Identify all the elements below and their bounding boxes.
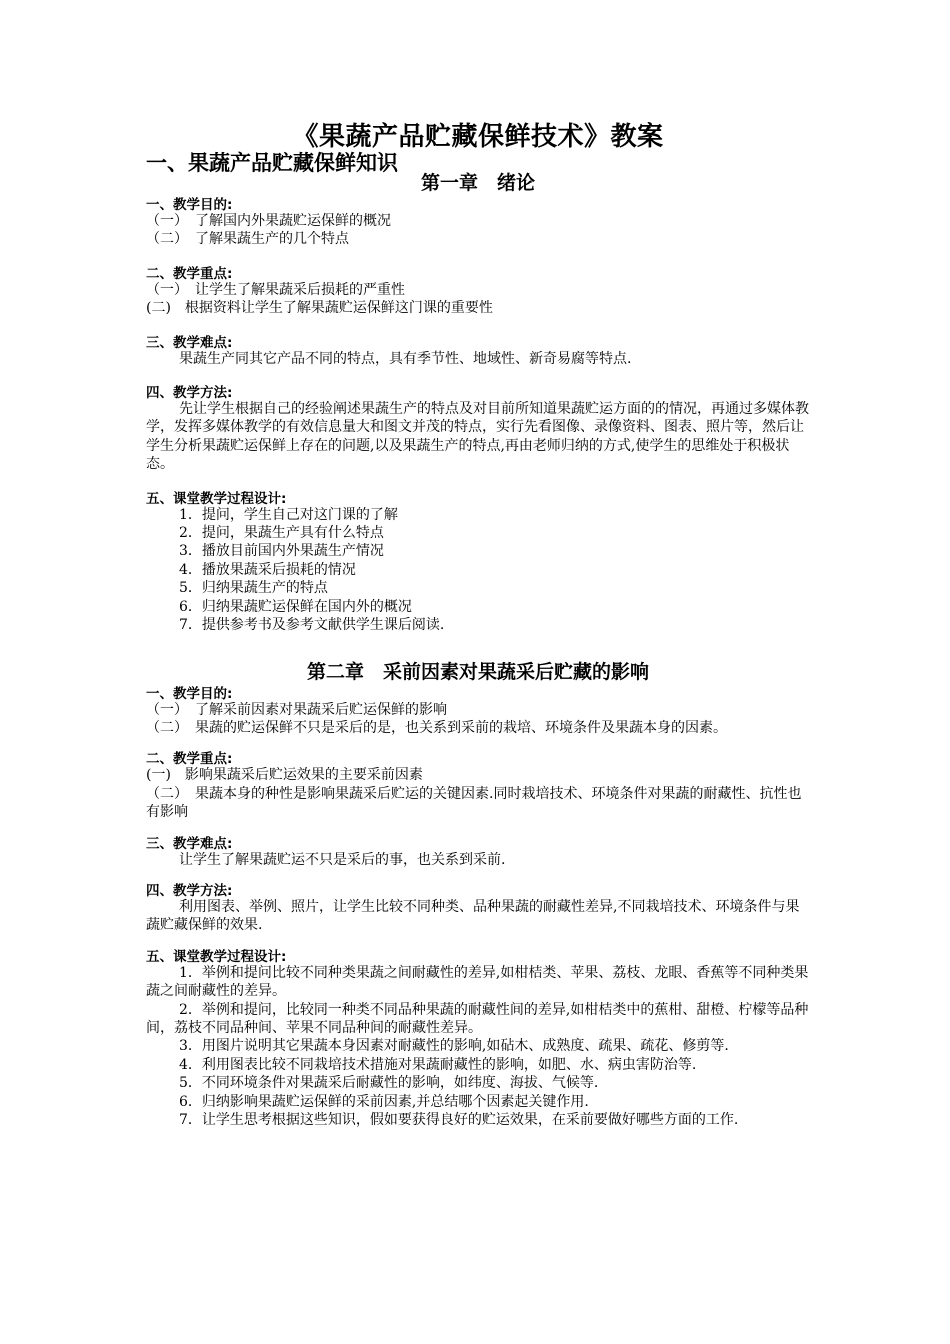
ch1-process-item: 2．提问，果蔬生产具有什么特点: [179, 525, 384, 542]
ch1-process-item: 7．提供参考书及参考文献供学生课后阅读.: [179, 617, 445, 634]
ch2-process-item: 6．归纳影响果蔬贮运保鲜的采前因素,并总结哪个因素起关键作用.: [179, 1093, 589, 1110]
document-page: [146, 120, 810, 1129]
ch1-process-item: 5．归纳果蔬生产的特点: [179, 580, 328, 597]
ch1-process-item: 1．提问，学生自己对这门课的了解: [179, 506, 398, 523]
ch2-key-point-line: (一) 影响果蔬采后贮运效果的主要采前因素: [146, 767, 423, 784]
ch2-method-heading: 四、教学方法:: [146, 882, 233, 899]
ch1-key-point-line: (二) 根据资料让学生了解果蔬贮运保鲜这门课的重要性: [146, 300, 493, 317]
ch1-difficulty-text: 果蔬生产同其它产品不同的特点，具有季节性、地域性、新奇易腐等特点.: [179, 350, 632, 367]
ch2-goal-line: （一） 了解采前因素对果蔬采后贮运保鲜的影响: [146, 701, 447, 718]
part-title: 一、果蔬产品贮藏保鲜知识: [146, 151, 398, 175]
ch2-key-points-heading: 二、教学重点:: [146, 751, 233, 768]
ch2-process-item: 4．利用图表比较不同栽培技术措施对果蔬耐藏性的影响，如肥、水、病虫害防治等.: [179, 1056, 697, 1073]
ch2-key-point-line: （二） 果蔬本身的种性是影响果蔬采后贮运的关键因素.同时栽培技术、环境条件对果蔬的耐藏性、抗性也有影响: [146, 785, 802, 821]
ch1-teaching-goal-heading: 一、教学目的:: [146, 197, 233, 213]
ch2-process-heading: 五、课堂教学过程设计:: [146, 948, 287, 965]
chapter-1-title: 第一章 绪论: [420, 172, 535, 194]
ch1-key-point-line: （一） 让学生了解果蔬采后损耗的严重性: [146, 281, 405, 298]
document-title: 《果蔬产品贮藏保鲜技术》教案: [292, 122, 664, 152]
ch2-goal-line: （二） 果蔬的贮运保鲜不只是采后的是，也关系到采前的栽培、环境条件及果蔬本身的因素。: [146, 719, 727, 736]
ch1-key-points-heading: 二、教学重点:: [146, 265, 233, 282]
ch1-process-heading: 五、课堂教学过程设计:: [146, 490, 287, 507]
ch1-goal-line: （二） 了解果蔬生产的几个特点: [146, 231, 349, 248]
ch2-method-text: 利用图表、举例、照片，让学生比较不同种类、品种果蔬的耐藏性差异,不同栽培技术、环境条件与果蔬贮藏保鲜的效果.: [146, 898, 800, 934]
ch1-goal-line: （一） 了解国内外果蔬贮运保鲜的概况: [146, 213, 391, 229]
ch1-method-heading: 四、教学方法:: [146, 385, 233, 402]
ch1-process-item: 3．播放目前国内外果蔬生产情况: [179, 543, 384, 560]
ch1-process-item: 6．归纳果蔬贮运保鲜在国内外的概况: [179, 598, 412, 615]
ch1-difficulty-heading: 三、教学难点:: [146, 334, 233, 351]
ch2-teaching-goal-heading: 一、教学目的:: [146, 685, 233, 702]
ch1-method-text: 先让学生根据自己的经验阐述果蔬生产的特点及对目前所知道果蔬贮运方面的的情况，再通过多媒体教学，发挥多媒体教学的有效信息量大和图文并茂的特点，实行先看图像、录像资料、图表、照片等，然后让学生分析果蔬贮运保鲜上存在的问题,以及果蔬生产的特点,再由老师归纳的方式,使学生的思维处于积极状态。: [146, 401, 809, 473]
ch2-process-item: 1．举例和提问比较不同种类果蔬之间耐藏性的差异,如柑桔类、苹果、荔枝、龙眼、香蕉等不同种类果蔬之间耐藏性的差异。: [146, 964, 809, 1000]
chapter-2-title: 第二章 采前因素对果蔬采后贮藏的影响: [306, 660, 649, 683]
ch2-process-item: 3．用图片说明其它果蔬本身因素对耐藏性的影响,如砧木、成熟度、疏果、疏花、修剪等.: [179, 1038, 729, 1055]
ch2-difficulty-text: 让学生了解果蔬贮运不只是采后的事，也关系到采前.: [179, 851, 506, 868]
ch2-process-item: 7．让学生思考根据这些知识，假如要获得良好的贮运效果，在采前要做好哪些方面的工作.: [179, 1112, 739, 1128]
ch2-process-item: 5．不同环境条件对果蔬采后耐藏性的影响，如纬度、海拔、气候等.: [179, 1075, 599, 1092]
ch2-process-item: 2．举例和提问，比较同一种类不同品种果蔬的耐藏性间的差异,如柑桔类中的蕉柑、甜橙、柠檬等品种间，荔枝不同品种间、苹果不同品种间的耐藏性差异。: [146, 1001, 809, 1036]
ch2-difficulty-heading: 三、教学难点:: [146, 835, 233, 852]
ch1-process-item: 4．播放果蔬采后损耗的情况: [179, 561, 356, 578]
